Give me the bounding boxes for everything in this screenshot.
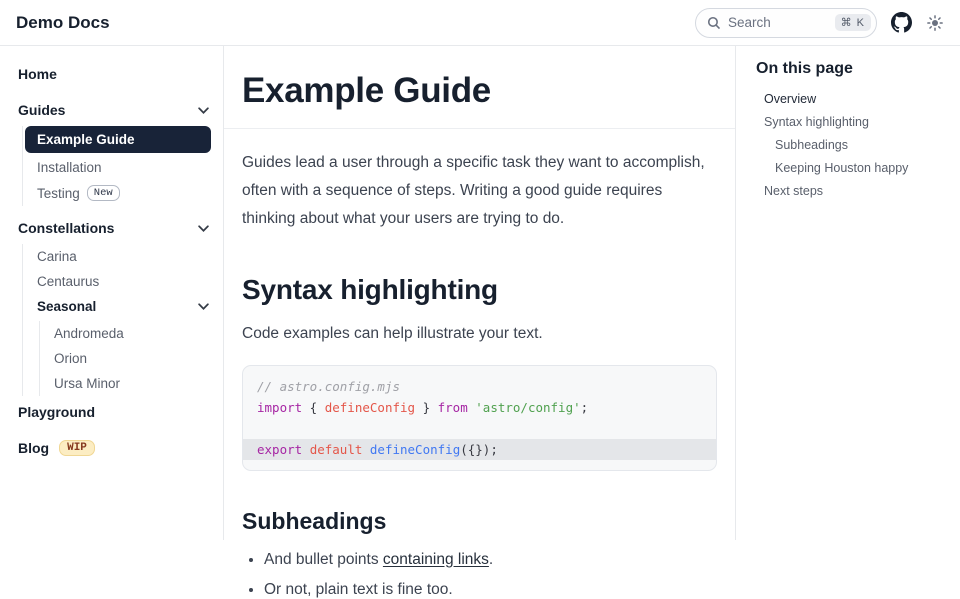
sidebar-group-constellations [16, 214, 211, 396]
sidebar-item-label: Testing [37, 185, 80, 201]
sidebar-subgroup-seasonal [23, 294, 211, 396]
code-token [362, 442, 370, 457]
list-item [264, 551, 717, 569]
sidebar-item-example-guide[interactable] [25, 126, 211, 153]
sidebar-item-testing[interactable] [23, 180, 211, 206]
sidebar-item-label: Andromeda [54, 326, 124, 341]
sidebar-item-blog[interactable] [16, 434, 211, 462]
toc-item-syntax-highlighting[interactable]: Syntax highlighting [764, 114, 869, 129]
bullet-text: Or not, plain text is fine too. [264, 580, 453, 598]
chevron-down-icon [198, 225, 209, 232]
code-token: defineConfig [369, 441, 461, 457]
search-placeholder: Search [728, 15, 771, 30]
sidebar-group-guides-toggle[interactable] [16, 96, 211, 124]
chevron-down-icon [198, 107, 209, 114]
on-this-page-panel [736, 46, 960, 540]
sidebar-item-label: Carina [37, 249, 77, 264]
search-input[interactable] [695, 8, 877, 38]
sidebar-item-label: Installation [37, 160, 102, 175]
code-token: import [257, 399, 303, 415]
code-token: } [415, 399, 438, 415]
new-badge: New [87, 185, 120, 201]
code-token: export [257, 441, 303, 457]
top-header [0, 0, 960, 46]
bullet-list [264, 551, 717, 599]
toc-item-keeping-houston-happy[interactable]: Keeping Houston happy [775, 160, 909, 175]
containing-links-link[interactable]: containing links [382, 550, 489, 568]
bullet-text: . [488, 550, 494, 568]
sidebar-item-andromeda[interactable] [40, 321, 211, 346]
syntax-paragraph: Code examples can help illustrate your text. [242, 324, 543, 342]
code-line [243, 397, 716, 418]
sidebar-group-label: Constellations [18, 220, 115, 236]
heading-syntax-highlighting: Syntax highlighting [242, 273, 498, 305]
code-token: defineConfig [324, 399, 416, 415]
code-line-highlighted [243, 439, 716, 460]
sidebar-item-installation[interactable] [23, 155, 211, 180]
toc-list [756, 87, 944, 202]
sidebar-group-guides [16, 96, 211, 206]
sidebar-nav [0, 46, 224, 540]
sidebar-item-playground[interactable] [16, 398, 211, 426]
sidebar-item-orion[interactable] [40, 346, 211, 371]
intro-paragraph: Guides lead a user through a specific task they want to accomplish, often with a sequence of steps. Writing a good guide requires thinking about what your users are trying to do. [242, 154, 705, 227]
sidebar-item-label: Centaurus [37, 274, 100, 289]
site-title[interactable]: Demo Docs [16, 12, 110, 32]
sidebar-item-label: Orion [54, 351, 88, 366]
code-line-empty [243, 418, 716, 439]
toc-item-subheadings[interactable]: Subheadings [775, 137, 848, 152]
heading-subheadings: Subheadings [242, 507, 387, 534]
search-shortcut-kbd: ⌘ K [835, 14, 871, 31]
toc-title: On this page [756, 60, 853, 77]
sidebar-subgroup-seasonal-toggle[interactable] [23, 294, 211, 319]
header-actions [695, 8, 944, 38]
chevron-down-icon [198, 303, 209, 310]
code-line [243, 376, 716, 397]
sidebar-item-blog-inner [18, 440, 95, 456]
code-token: 'astro/config' [475, 399, 581, 415]
sidebar-item-label: Example Guide [37, 132, 135, 147]
sidebar-item-label: Home [18, 66, 57, 82]
wip-badge: WIP [59, 440, 95, 456]
code-token: default [309, 441, 363, 457]
sidebar-item-label: Playground [18, 404, 96, 420]
sidebar-item-centaurus[interactable] [23, 269, 211, 294]
search-icon [707, 16, 721, 30]
sidebar-item-carina[interactable] [23, 244, 211, 269]
toc-item-next-steps[interactable]: Next steps [764, 183, 824, 198]
page-title: Example Guide [242, 71, 491, 110]
code-token: { [302, 399, 325, 415]
sidebar-item-ursa-minor[interactable] [40, 371, 211, 396]
main-content [224, 46, 736, 598]
sidebar-item-label: Blog [18, 440, 50, 456]
github-icon[interactable] [891, 12, 912, 33]
code-token: ; [580, 399, 589, 415]
sidebar-group-label: Guides [18, 102, 66, 118]
sidebar-group-label: Seasonal [37, 299, 97, 314]
code-token [302, 442, 310, 457]
list-item [264, 581, 717, 599]
code-token: // astro.config.mjs [257, 378, 400, 394]
title-divider [224, 128, 735, 129]
code-token: ({}); [460, 441, 498, 457]
sidebar-item-home[interactable] [16, 60, 211, 88]
toc-item-overview[interactable]: Overview [764, 91, 817, 106]
sidebar-item-label: Ursa Minor [54, 376, 121, 391]
bullet-text: And bullet points [264, 550, 383, 568]
theme-toggle-sun-icon[interactable] [926, 14, 944, 32]
code-block[interactable] [242, 365, 717, 471]
code-token: from [437, 399, 468, 415]
sidebar-group-constellations-toggle[interactable] [16, 214, 211, 242]
